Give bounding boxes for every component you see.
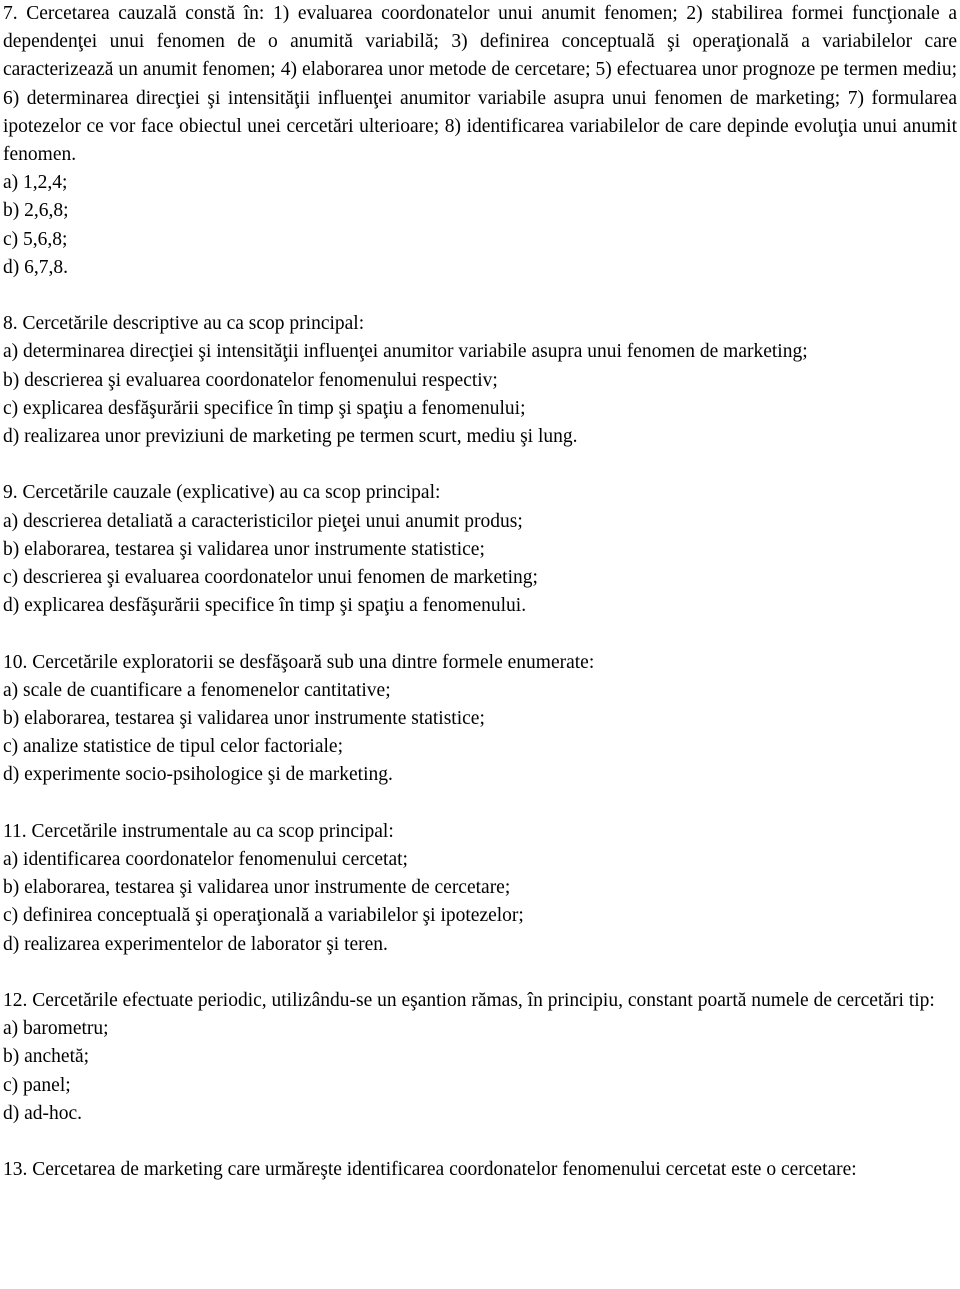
answer-option-a: a) identificarea coordonatelor fenomenului cercetat; (3, 849, 408, 871)
answer-option-a: a) descrierea detaliată a caracteristicilor pieţei unui anumit produs; (3, 510, 523, 532)
question-stem: 10. Cercetările exploratorii se desfăşoară sub una dintre formele enumerate: (3, 651, 595, 673)
question-stem: 8. Cercetările descriptive au ca scop principal: (3, 313, 365, 335)
answer-option-b: b) descrierea şi evaluarea coordonatelor fenomenului respectiv; (3, 369, 498, 391)
question-12 (3, 987, 957, 1128)
answer-option-b: b) elaborarea, testarea şi validarea unor instrumente de cercetare; (3, 877, 511, 899)
answer-option-b: b) anchetă; (3, 1046, 90, 1068)
answer-option-a: a) barometru; (3, 1018, 109, 1040)
answer-option-d: d) explicarea desfăşurării specifice în timp şi spaţiu a fenomenului. (3, 595, 527, 617)
question-10 (3, 649, 957, 790)
answer-option-d: d) realizarea unor previziuni de marketing pe termen scurt, mediu şi lung. (3, 426, 578, 448)
question-stem: 9. Cercetările cauzale (explicative) au ca scop principal: (3, 482, 441, 504)
answer-option-c: c) descrierea şi evaluarea coordonatelor unui fenomen de marketing; (3, 567, 538, 589)
answer-option-a: a) scale de cuantificare a fenomenelor cantitative; (3, 679, 391, 701)
answer-option-c: c) explicarea desfăşurării specifice în timp şi spaţiu a fenomenului; (3, 397, 526, 419)
answer-option-b: b) elaborarea, testarea şi validarea unor instrumente statistice; (3, 538, 485, 560)
question-7 (3, 0, 957, 282)
answer-option-b: b) 2,6,8; (3, 200, 69, 222)
answer-option-c: c) definirea conceptuală şi operaţională a variabilelor şi ipotezelor; (3, 905, 524, 927)
answer-option-c: c) 5,6,8; (3, 228, 68, 250)
answer-option-b: b) elaborarea, testarea şi validarea unor instrumente statistice; (3, 708, 485, 730)
answer-option-d: d) experimente socio-psihologice şi de marketing. (3, 764, 393, 786)
question-11 (3, 818, 957, 959)
question-stem: 13. Cercetarea de marketing care urmăreşte identificarea coordonatelor fenomenului cercetat este o cercetare: (3, 1159, 857, 1181)
answer-option-d: d) realizarea experimentelor de laborator şi teren. (3, 933, 388, 955)
question-stem: 11. Cercetările instrumentale au ca scop principal: (3, 820, 394, 842)
document-page (3, 0, 957, 1184)
answer-option-d: d) ad-hoc. (3, 1102, 83, 1124)
question-stem: 12. Cercetările efectuate periodic, utilizându-se un eşantion rămas, în principiu, constant poartă numele de cercetări tip: (3, 990, 935, 1012)
question-8 (3, 310, 957, 451)
question-9 (3, 479, 957, 620)
answer-option-c: c) analize statistice de tipul celor factoriale; (3, 736, 343, 758)
question-stem: 7. Cercetarea cauzală constă în: 1) evaluarea coordonatelor unui anumit fenomen; 2) stabilirea formei funcţionale a dependenţei unui fenomen de o anumită variabilă; 3) definirea conceptuală şi operaţională a variabilelor care caracterizează un anumit fenomen; 4) elaborarea unor metode de cercetare; 5) efectuarea unor prognoze pe termen mediu; 6) determinarea direcţiei şi intensităţii influenţei anumitor variabile asupra unui fenomen de marketing; 7) formularea ipotezelor ce vor face obiectul unei cercetări ulterioare; 8) identificarea variabilelor de care depinde evoluţia unui anumit fenomen. (3, 3, 957, 166)
answer-option-a: a) 1,2,4; (3, 172, 68, 194)
answer-option-c: c) panel; (3, 1074, 71, 1096)
answer-option-d: d) 6,7,8. (3, 256, 68, 278)
answer-option-a: a) determinarea direcţiei şi intensităţii influenţei anumitor variabile asupra unui fenomen de marketing; (3, 341, 808, 363)
question-13 (3, 1156, 957, 1184)
